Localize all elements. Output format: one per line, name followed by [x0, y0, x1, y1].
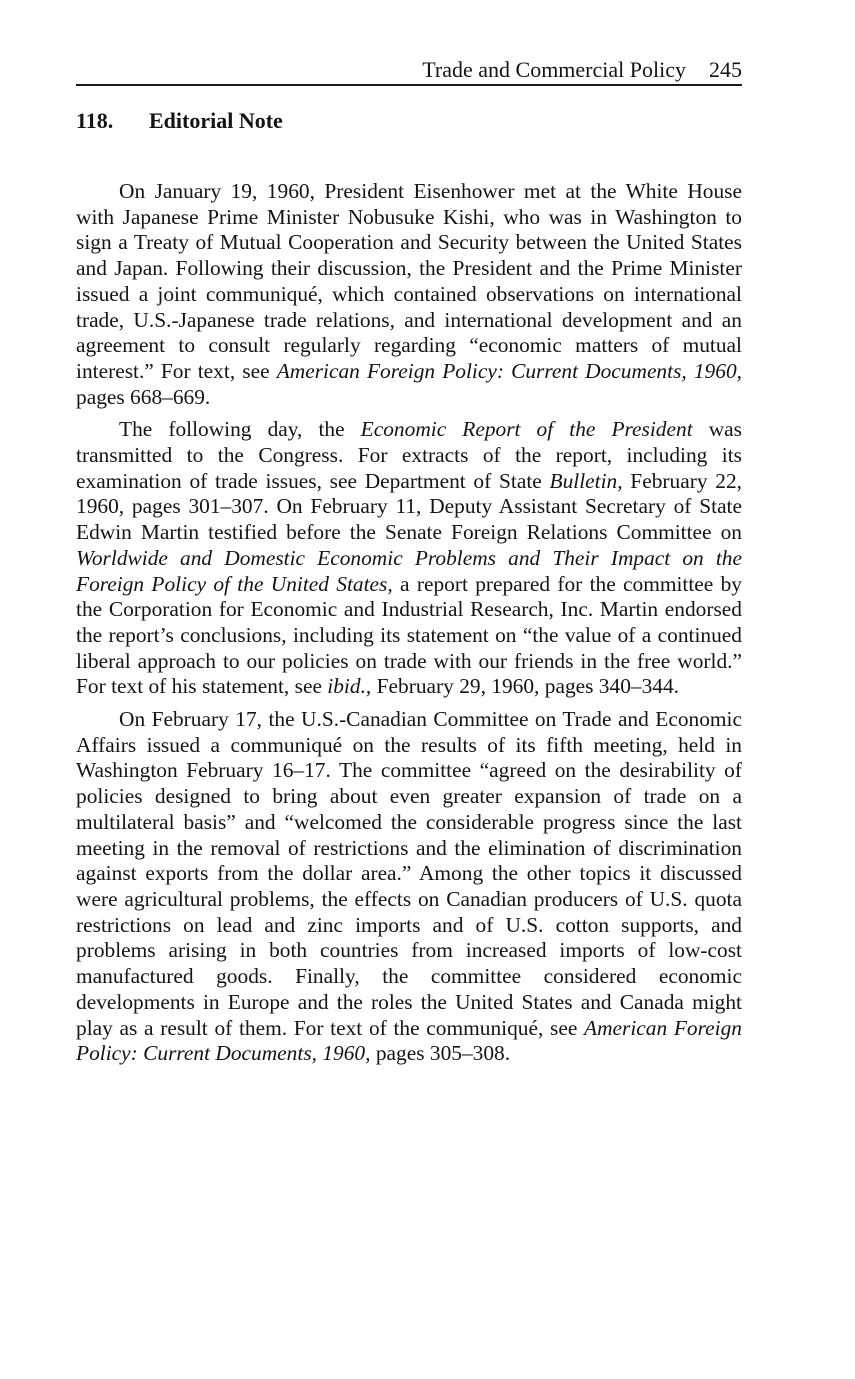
- paragraph-text: February 22, 1960, pages 301–307. On February 11, Deputy Assistant Secretary of State Edwin Martin testified before the Senate Foreign Relations Committee on: [76, 468, 743, 545]
- paragraph-text: was transmitted to the Congress. For extracts of the report, including its examination of trade issues, see Department of State: [76, 417, 742, 493]
- document-number: 118.: [76, 108, 114, 133]
- italic-citation: American Foreign Policy: Current Documents, 1960,: [276, 358, 742, 383]
- italic-citation: ibid.,: [327, 674, 372, 699]
- paragraph-text: On February 17, the U.S.-Canadian Committee on Trade and Economic Affairs issued a communiqué on the results of its fifth meeting, held in Washington February 16–17. The committee “agreed on the desirability of policies designed to bring about even greater expansion of trade on a multilateral basis” and “welcomed the considerable progress since the last meeting in the removal of restrictions and the elimination of discrimination against exports from the dollar area.” Among the other topics it discussed were agricultural problems, the effects on Canadian producers of U.S. quota restrictions on lead and zinc imports and of U.S. cotton supports, and problems arising in both countries from increased imports of low-cost manufactured goods. Finally, the committee considered economic developments in Europe and the roles the United States and Canada might play as a result of them. For text of the communiqué, see: [76, 707, 742, 1040]
- paragraph-1: [76, 179, 742, 410]
- page-number: 245: [709, 57, 742, 82]
- italic-citation: Economic Report of the President: [360, 417, 693, 442]
- running-title: Trade and Commercial Policy: [422, 57, 686, 82]
- italic-citation: Bulletin,: [549, 468, 623, 493]
- italic-citation: Worldwide and Domestic Economic Problems and Their Impact on the Foreign Policy of the United States,: [76, 545, 742, 596]
- running-header: [76, 56, 742, 86]
- paragraph-text: a report prepared for the committee by the Corporation for Economic and Industrial Research, Inc. Martin endorsed the report’s conclusions, including its statement on “the value of a continued liberal approach to our policies on trade with our friends in the free world.” For text of his statement, see: [76, 571, 742, 699]
- paragraph-text: pages 305–308.: [370, 1041, 511, 1066]
- paragraph-text: February 29, 1960, pages 340–344.: [371, 674, 680, 699]
- document-body: [76, 179, 742, 1074]
- paragraph-3: [76, 707, 742, 1067]
- document-title: Editorial Note: [149, 108, 283, 133]
- paragraph-text: On January 19, 1960, President Eisenhower met at the White House with Japanese Prime Minister Nobusuke Kishi, who was in Washington to sign a Treaty of Mutual Cooperation and Security between the United States and Japan. Following their discussion, the President and the Prime Minister issued a joint communiqué, which contained observations on international trade, U.S.-Japanese trade relations, and international development and an agreement to consult regularly regarding “economic matters of mutual interest.” For text, see: [76, 179, 742, 383]
- document-heading: [76, 108, 283, 134]
- italic-citation: American Foreign Policy: Current Documents, 1960,: [76, 1015, 742, 1066]
- paragraph-text: The following day, the: [119, 417, 361, 442]
- paragraph-2: [76, 417, 742, 700]
- paragraph-text: pages 668–669.: [76, 384, 211, 409]
